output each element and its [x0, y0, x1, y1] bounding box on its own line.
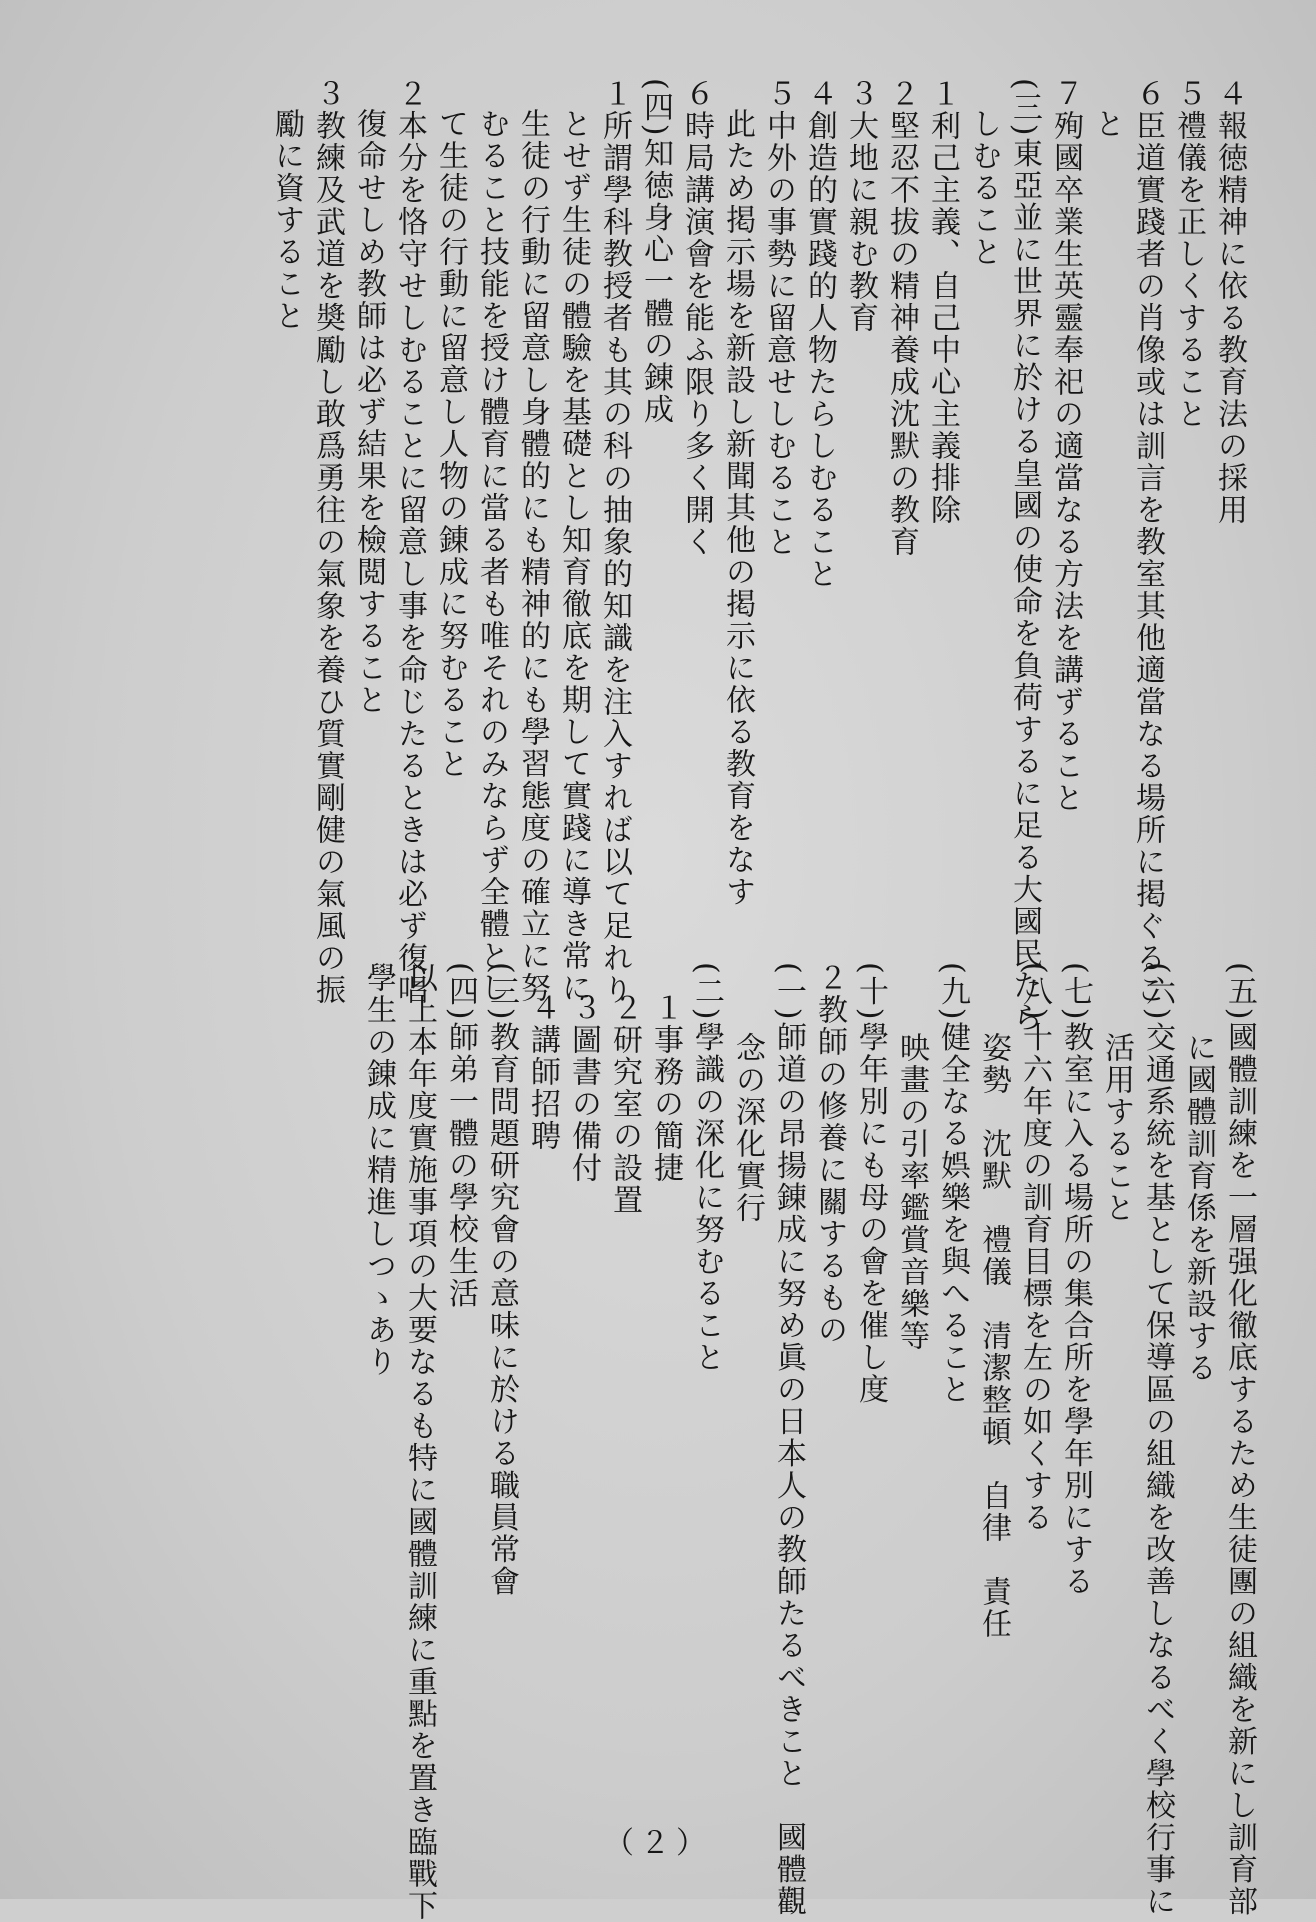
text-line: (二)學識の深化に努むること: [689, 962, 724, 1374]
text-line: ６臣道實踐者の肖像或は訓言を教室其他適當なる場所に掲ぐるこ: [1130, 78, 1165, 1006]
text-line: 念の深化實行: [730, 1032, 765, 1224]
text-line: て生徒の行動に留意し人物の錬成に努むること: [433, 108, 468, 780]
text-line: １所謂學科教授者も其の科の抽象的知識を注入すれば以て足れり: [597, 78, 632, 1006]
text-line: (七)教室に入る場所の集合所を學年別にする: [1058, 962, 1093, 1598]
text-line: (四)師弟一體の學校生活: [443, 962, 478, 1310]
text-line: 學生の錬成に精進しつゝあり: [361, 962, 396, 1378]
text-line: 以上本年度實施事項の大要なるも特に國體訓練に重點を置き臨戰下: [402, 962, 437, 1922]
text-line: に國體訓育係を新設する: [1181, 1032, 1216, 1384]
text-line: ４創造的實踐的人物たらしむること: [802, 78, 837, 590]
text-line: 勵に資すること: [269, 108, 304, 332]
text-line: １事務の簡捷: [648, 992, 683, 1184]
text-line: ２本分を恪守せしむることに留意し事を命じたるときは必ず復唱: [392, 78, 427, 1006]
upper-text-block: [266, 78, 1250, 1034]
text-line: ５禮儀を正しくすること: [1171, 78, 1206, 430]
text-line: 生徒の行動に留意し身體的にも精神的にも學習態度の確立に努: [515, 108, 550, 1004]
text-line: (五)國體訓練を一層强化徹底するため生徒團の組織を新にし訓育部: [1222, 962, 1257, 1918]
text-line: ２教師の修養に關するもの: [812, 962, 847, 1346]
text-line: ３大地に親む教育: [843, 78, 878, 334]
text-line: (三)東亞並に世界に於ける皇國の使命を負荷するに足る大國民たら: [1007, 78, 1042, 1034]
text-line: 活用すること: [1099, 1032, 1134, 1224]
text-line: ２堅忍不拔の精神養成沈默の教育: [884, 78, 919, 558]
text-line: むること技能を授け體育に當る者も唯それのみならず全體とし: [474, 108, 509, 1004]
text-line: ４講師招聘: [525, 992, 560, 1152]
text-line: 此ため掲示場を新設し新聞其他の掲示に依る教育をなす: [720, 108, 755, 908]
text-line: ６時局講演會を能ふ限り多く開く: [679, 78, 714, 558]
text-line: (六)交通系統を基として保導區の組織を改善しなるべく學校行事に: [1140, 962, 1175, 1918]
text-line: (三)教育問題研究會の意味に於ける職員常會: [484, 962, 519, 1598]
text-line: １利己主義、自己中心主義排除: [925, 78, 960, 526]
text-line: ４報徳精神に依る教育法の採用: [1212, 78, 1247, 526]
text-line: とせず生徒の體驗を基礎とし知育徹底を期して實踐に導き常に: [556, 108, 591, 1004]
text-line: (一)師道の昂揚錬成に努め眞の日本人の教師たるべきこと 國體觀: [771, 962, 806, 1918]
text-line: (九)健全なる娯樂を與へること: [935, 962, 970, 1406]
text-line: ３教練及武道を奬勵し敢爲勇往の氣象を養ひ質實剛健の氣風の振: [310, 78, 345, 1006]
text-line: (八)十六年度の訓育目標を左の如くする: [1017, 962, 1052, 1534]
lower-text-block: [358, 962, 1260, 1922]
text-line: ５中外の事勢に留意せしむること: [761, 78, 796, 558]
text-line: (四)知徳身心一體の錬成: [638, 78, 673, 426]
text-line: ７殉國卒業生英靈奉祀の適當なる方法を講ずること: [1048, 78, 1083, 814]
text-line: と: [1089, 108, 1124, 140]
text-line: 姿勢 沈默 禮儀 清潔整頓 自律 責任: [976, 1032, 1011, 1640]
text-line: 復命せしめ教師は必ず結果を檢閲すること: [351, 108, 386, 716]
text-line: ３圖書の備付: [566, 992, 601, 1184]
text-line: しむること: [966, 108, 1001, 268]
page-number: （２）: [604, 1826, 712, 1861]
text-line: 映畫の引率鑑賞音樂等: [894, 1032, 929, 1352]
text-line: ２研究室の設置: [607, 992, 642, 1216]
text-line: (十)學年別にも母の會を催し度: [853, 962, 888, 1406]
